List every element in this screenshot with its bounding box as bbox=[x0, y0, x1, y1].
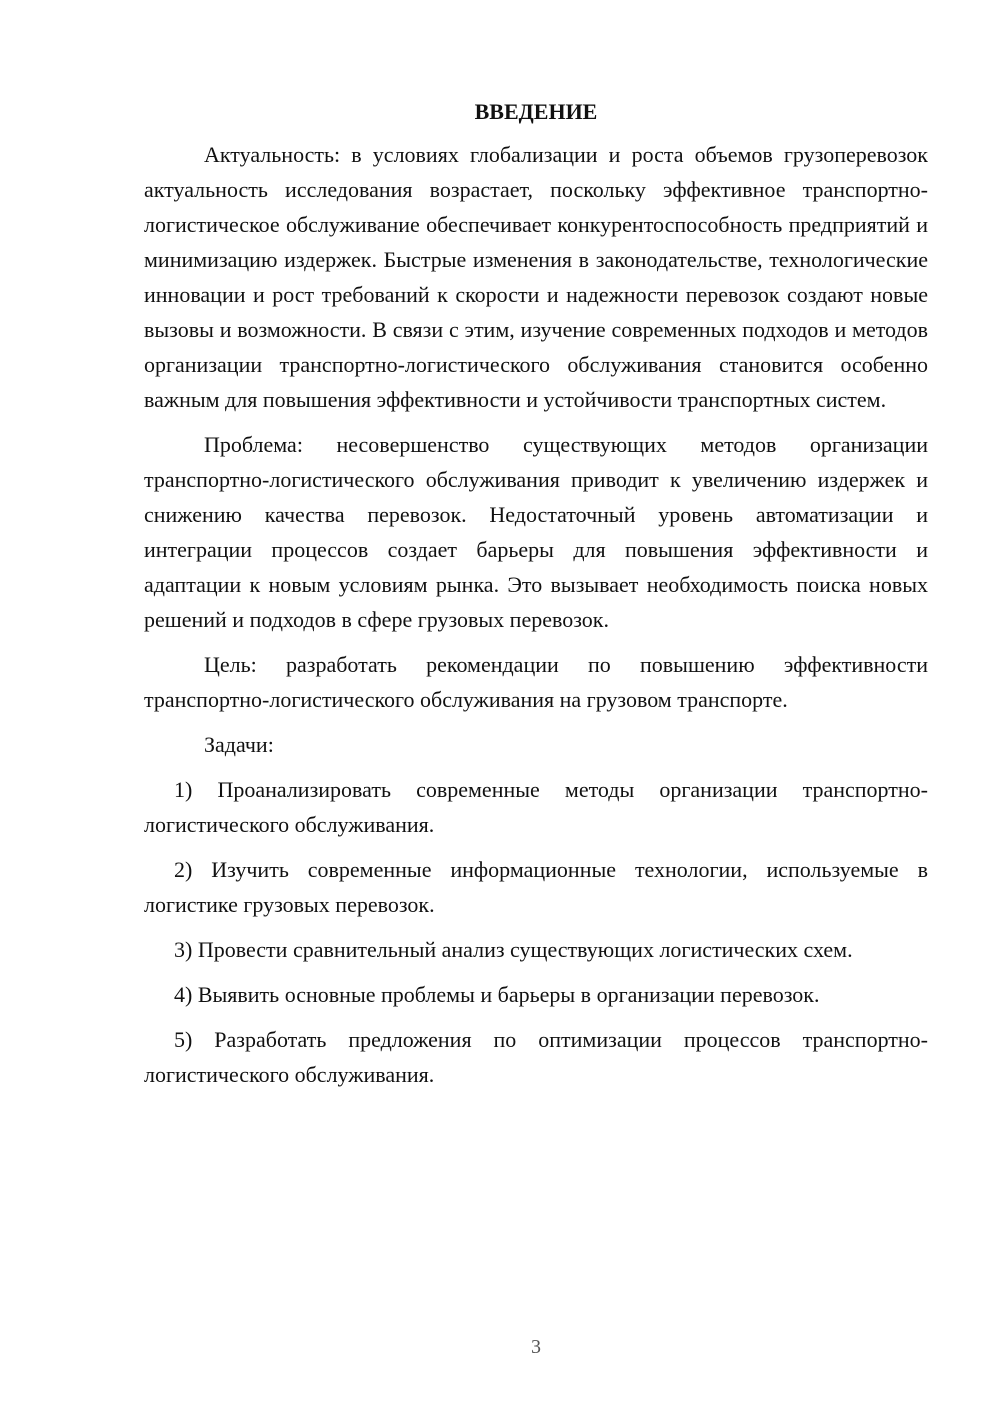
task-item-1: 1) Проанализировать современные методы организации транспортно-логистического обслуживания. bbox=[144, 777, 928, 837]
page-number: 3 bbox=[531, 1336, 541, 1358]
paragraph-problem: Проблема: несовершенство существующих методов организации транспортно-логистического обслуживания приводит к увеличению издержек и снижению качества перевозок. Недостаточный уровень автоматизации и интеграции процессов создает барьеры для повышения эффективности и адаптации к новым условиям рынка. Это вызывает необходимость поиска новых решений и подходов в сфере грузовых перевозок. bbox=[144, 432, 928, 632]
task-item-3: 3) Провести сравнительный анализ существующих логистических схем. bbox=[174, 937, 853, 962]
page-title: ВВЕДЕНИЕ bbox=[474, 99, 598, 124]
paragraph-goal: Цель: разработать рекомендации по повышению эффективности транспортно-логистического обслуживания на грузовом транспорте. bbox=[144, 652, 928, 712]
task-item-4: 4) Выявить основные проблемы и барьеры в организации перевозок. bbox=[174, 982, 820, 1007]
task-item-5: 5) Разработать предложения по оптимизации процессов транспортно-логистического обслуживания. bbox=[144, 1027, 928, 1087]
tasks-label: Задачи: bbox=[204, 732, 274, 757]
paragraph-relevance: Актуальность: в условиях глобализации и роста объемов грузоперевозок актуальность исследования возрастает, поскольку эффективное транспортно-логистическое обслуживание обеспечивает конкурентоспособность предприятий и минимизацию издержек. Быстрые изменения в законодательстве, технологические инновации и рост требований к скорости и надежности перевозок создают новые вызовы и возможности. В связи с этим, изучение современных подходов и методов организации транспортно-логистического обслуживания становится особенно важным для повышения эффективности и устойчивости транспортных систем. bbox=[144, 142, 928, 412]
task-item-2: 2) Изучить современные информационные технологии, используемые в логистике грузовых перевозок. bbox=[144, 857, 928, 917]
page-content bbox=[144, 94, 928, 1092]
